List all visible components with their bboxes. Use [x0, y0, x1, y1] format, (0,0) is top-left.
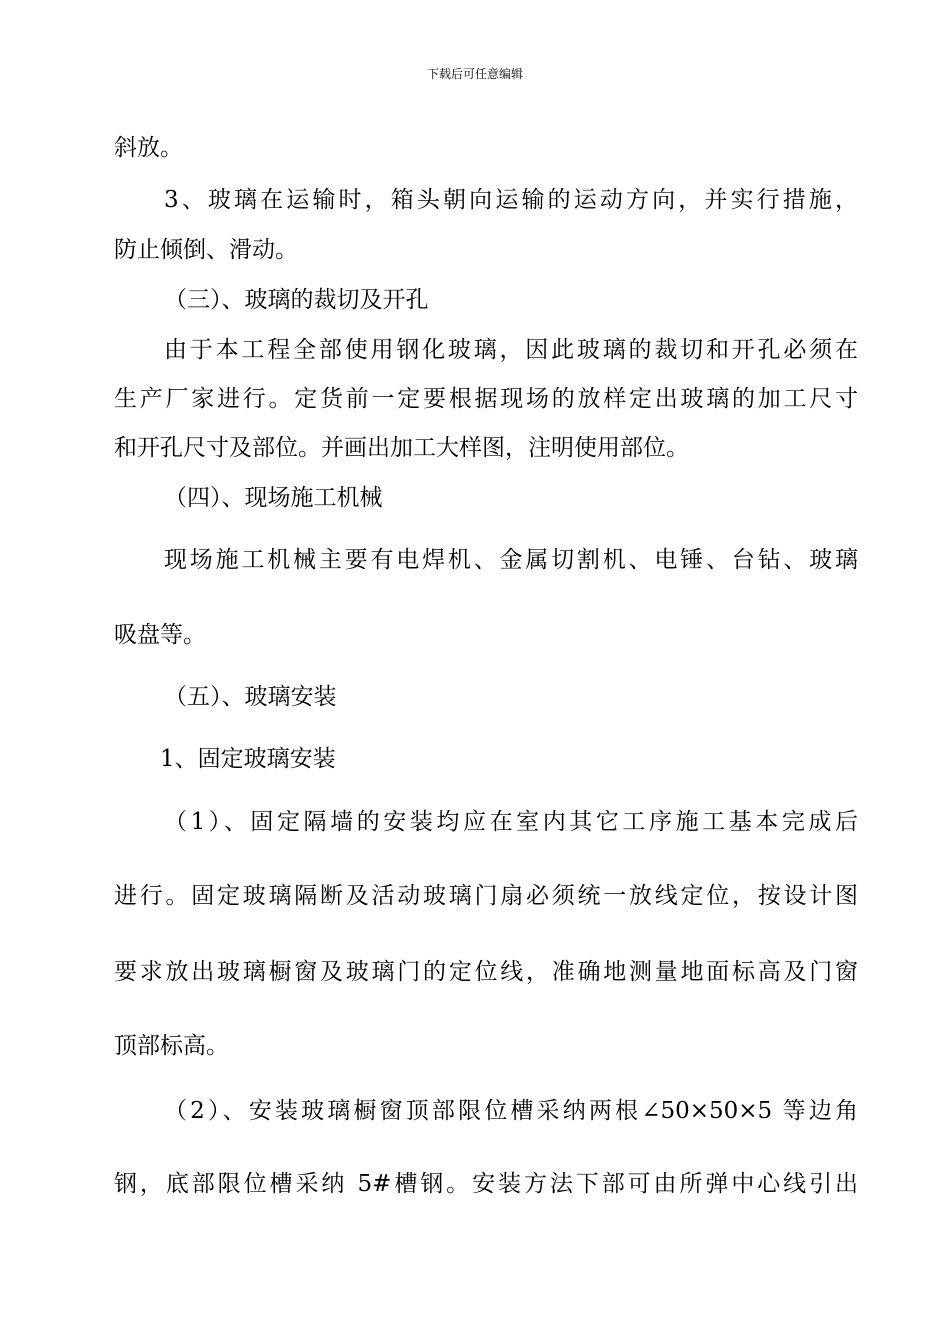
text-line: 现场施工机械主要有电焊机、金属切割机、电锤、台钻、玻璃: [164, 547, 858, 573]
section-heading: （五）、玻璃安装: [164, 684, 337, 710]
text-line: 由于本工程全部使用钢化玻璃，因此玻璃的裁切和开孔必须在: [164, 337, 858, 363]
subsection-heading: 1、固定玻璃安装: [160, 746, 336, 772]
text-line: （1）、固定隔墙的安装均应在室内其它工序施工基本完成后: [164, 809, 858, 835]
text-line: 斜放。: [114, 135, 183, 161]
text-line: 吸盘等。: [114, 622, 206, 648]
text-line: （2）、安装玻璃橱窗顶部限位槽采纳两根∠50×50×5 等边角: [164, 1098, 858, 1124]
text-line: 生产厂家进行。定货前一定要根据现场的放样定出玻璃的加工尺寸: [114, 386, 858, 412]
text-line: 进行。固定玻璃隔断及活动玻璃门扇必须统一放线定位，按设计图: [114, 883, 858, 909]
page-header: 下载后可任意编辑: [426, 67, 523, 81]
text-line: 顶部标高。: [114, 1033, 229, 1059]
text-line: 3、玻璃在运输时，箱头朝向运输的运动方向，并实行措施，: [164, 187, 858, 213]
text-line: 防止倾倒、滑动。: [114, 237, 298, 263]
text-line: 钢，底部限位槽采纳 5#槽钢。安装方法下部可由所弹中心线引出: [114, 1171, 858, 1197]
section-heading: （三）、玻璃的裁切及开孔: [164, 287, 429, 313]
text-line: 和开孔尺寸及部位。并画出加工大样图，注明使用部位。: [114, 435, 689, 461]
text-line: 要求放出玻璃橱窗及玻璃门的定位线，准确地测量地面标高及门窗: [114, 959, 858, 985]
section-heading: （四）、现场施工机械: [164, 485, 383, 511]
